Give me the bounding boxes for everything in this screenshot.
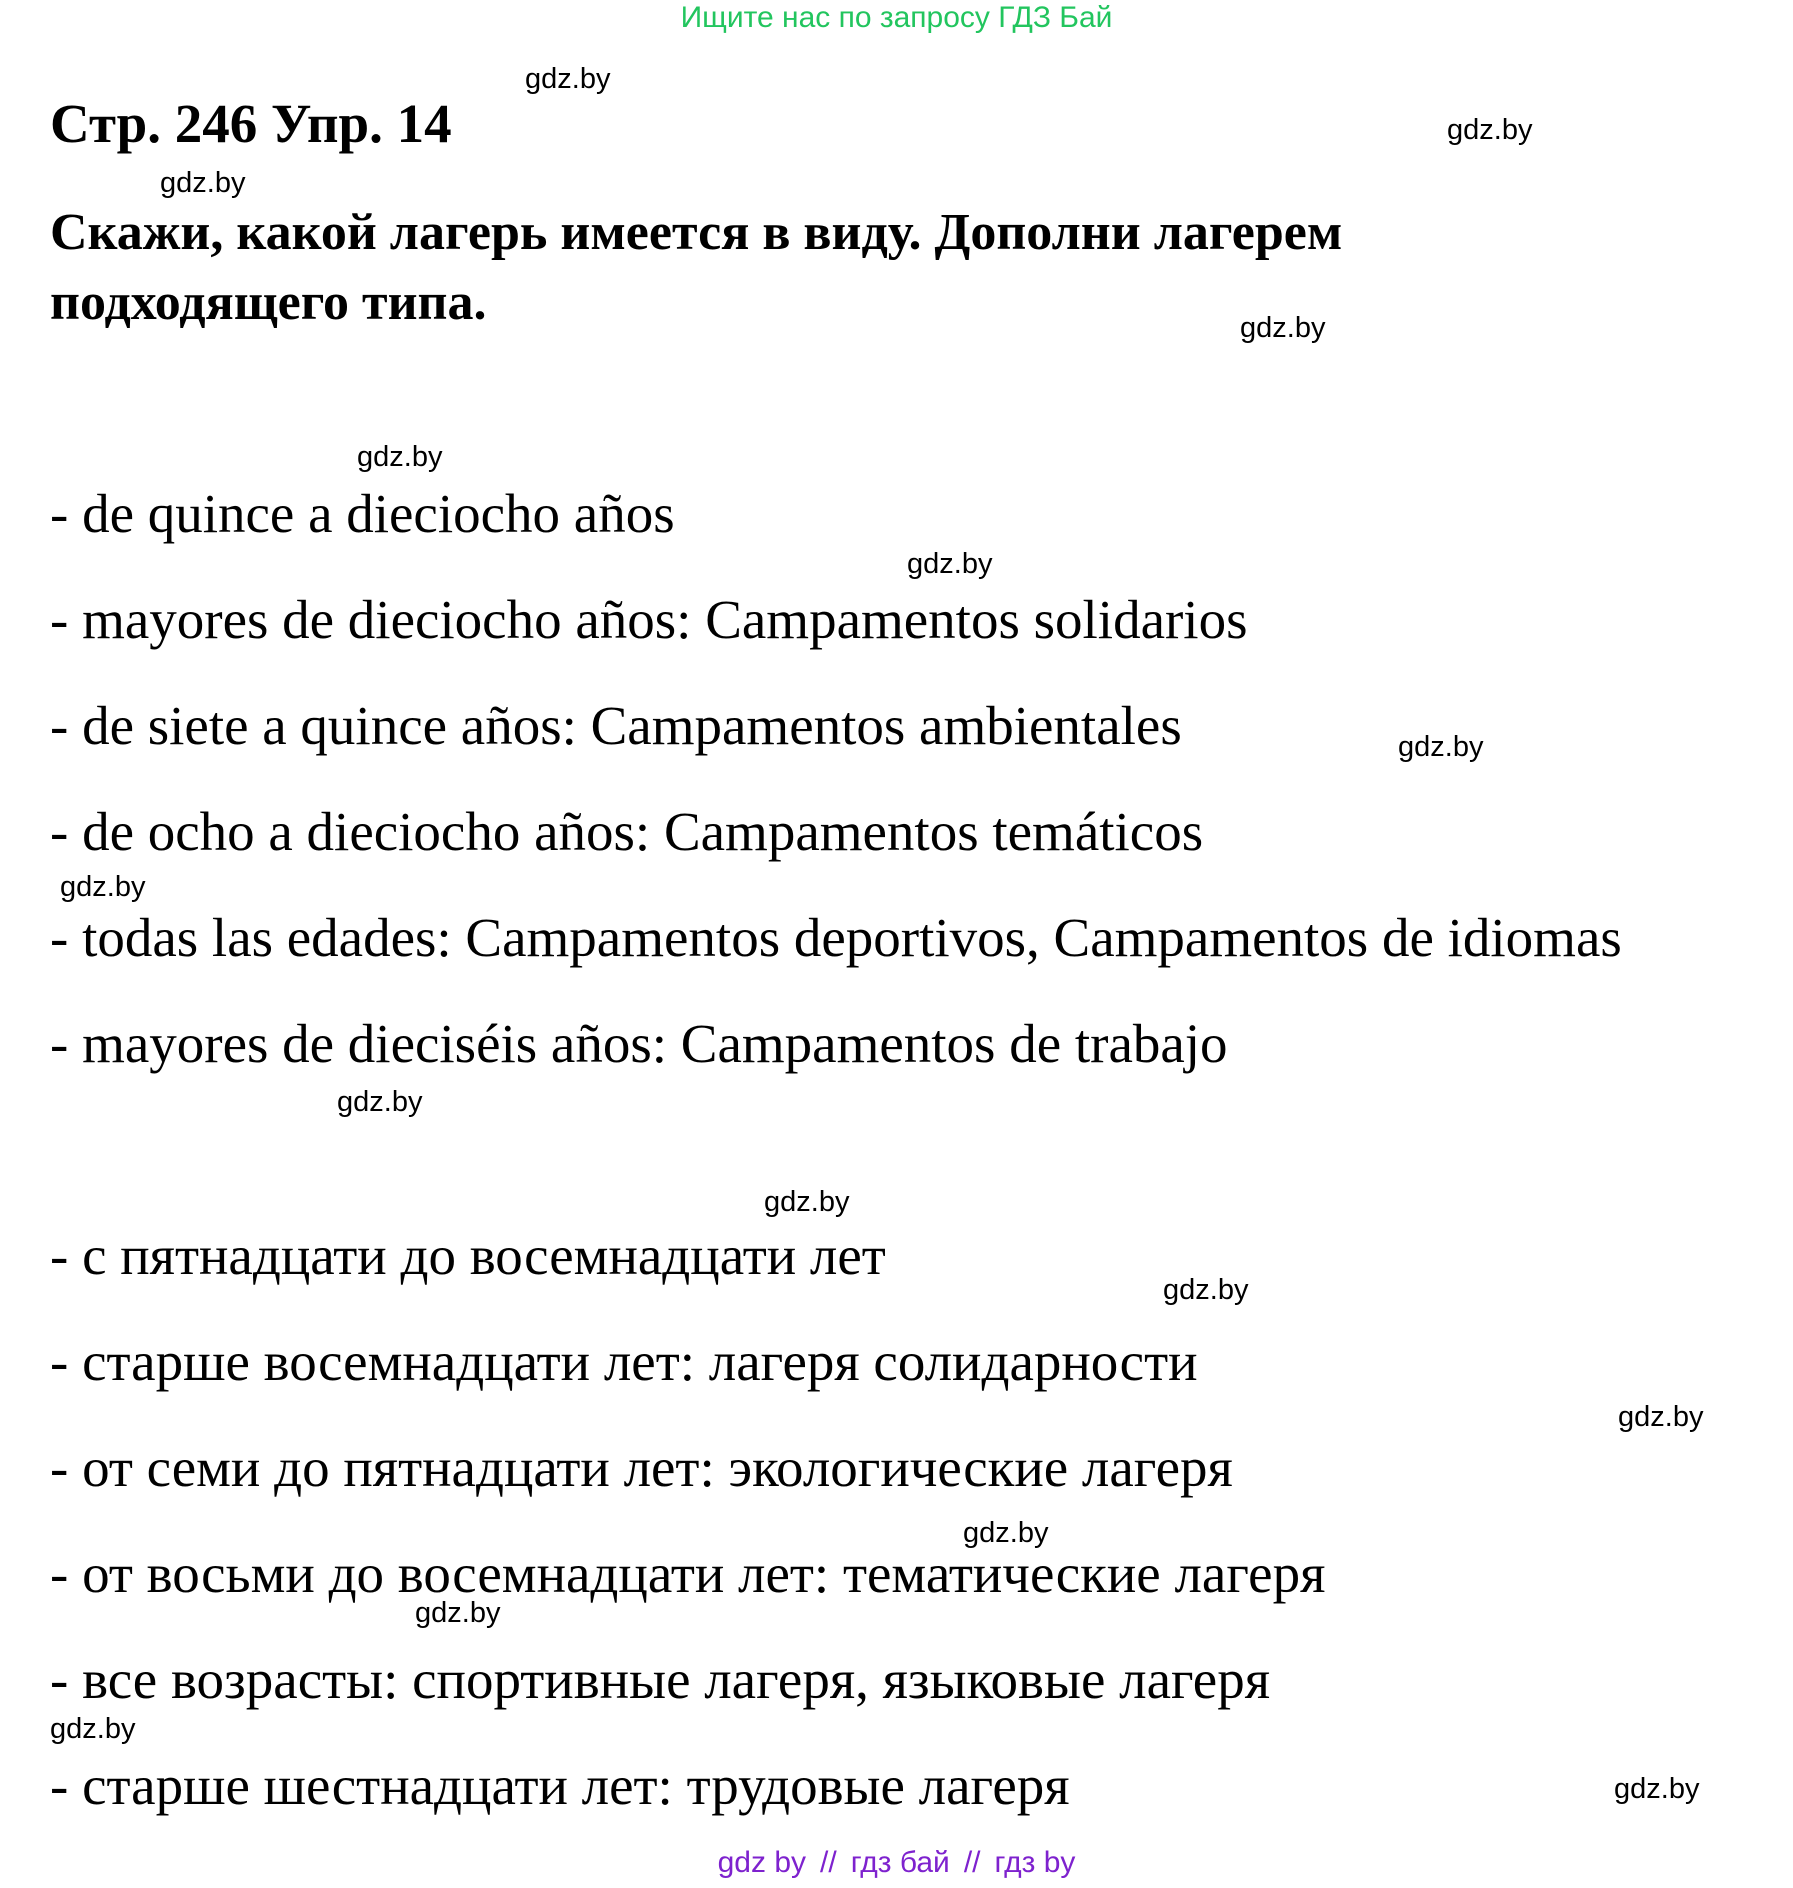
list-item: - старше восемнадцати лет: лагеря солидарности — [50, 1331, 1198, 1392]
page-title: Стр. 246 Упр. 14 — [50, 93, 452, 154]
footer-link[interactable]: гдз бай — [850, 1846, 950, 1879]
watermark: gdz.by — [60, 871, 146, 903]
watermark: gdz.by — [1240, 312, 1326, 344]
watermark: gdz.by — [1398, 731, 1484, 763]
list-item: - todas las edades: Campamentos deportivos, Campamentos de idiomas — [50, 907, 1622, 968]
footer-link[interactable]: гдз by — [994, 1846, 1076, 1879]
watermark: gdz.by — [357, 441, 443, 473]
promo-banner[interactable]: Ищите нас по запросу ГДЗ Бай — [680, 1, 1113, 34]
list-item: - de quince a dieciocho años — [50, 483, 675, 544]
watermark: gdz.by — [764, 1186, 850, 1218]
watermark: gdz.by — [525, 63, 611, 95]
watermark: gdz.by — [1163, 1274, 1249, 1306]
task-instruction: Скажи, какой лагерь имеется в виду. Дополни лагерем подходящего типа. — [50, 204, 1343, 331]
list-item: - mayores de dieciséis años: Campamentos de trabajo — [50, 1013, 1228, 1074]
watermark: gdz.by — [907, 548, 993, 580]
list-item: - старше шестнадцати лет: трудовые лагеря — [50, 1755, 1070, 1816]
watermark: gdz.by — [1618, 1401, 1704, 1433]
watermark: gdz.by — [1447, 114, 1533, 146]
list-item: - от семи до пятнадцати лет: экологические лагеря — [50, 1437, 1233, 1498]
list-item: - от восьми до восемнадцати лет: тематические лагеря — [50, 1543, 1326, 1604]
list-item: - с пятнадцати до восемнадцати лет — [50, 1225, 886, 1286]
footer-separator: // — [963, 1846, 981, 1879]
footer-link[interactable]: gdz by — [717, 1846, 807, 1879]
list-item: - de ocho a dieciocho años: Campamentos temáticos — [50, 801, 1204, 862]
watermark: gdz.by — [50, 1713, 136, 1745]
watermark: gdz.by — [963, 1517, 1049, 1549]
watermark: gdz.by — [415, 1597, 501, 1629]
footer-links — [0, 1845, 1793, 1881]
watermark: gdz.by — [1614, 1773, 1700, 1805]
list-item: - de siete a quince años: Campamentos ambientales — [50, 695, 1182, 756]
watermark: gdz.by — [337, 1086, 423, 1118]
list-item: - mayores de dieciocho años: Campamentos solidarios — [50, 589, 1248, 650]
list-item: - все возрасты: спортивные лагеря, языковые лагеря — [50, 1649, 1271, 1710]
watermark: gdz.by — [160, 167, 246, 199]
footer-separator: // — [820, 1846, 837, 1879]
